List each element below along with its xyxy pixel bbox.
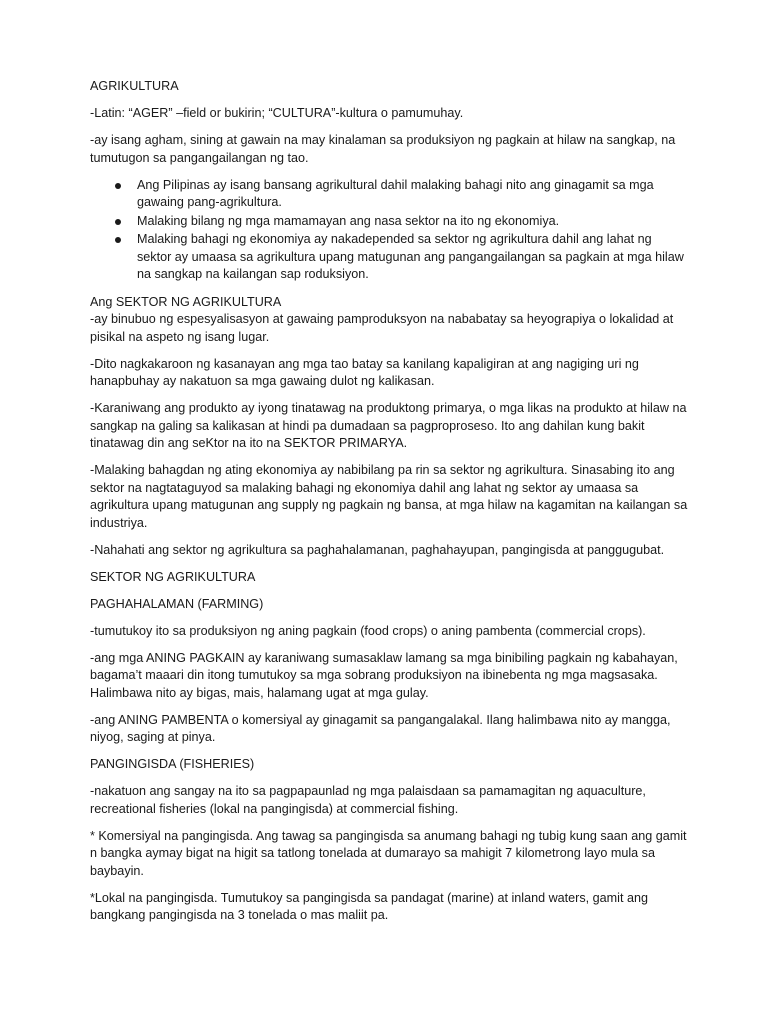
- definition-paragraph: -ay isang agham, sining at gawain na may kinalaman sa produksiyon ng pagkain at hilaw na sangkap, na tumutugon sa pangangailangan ng tao.: [90, 133, 676, 165]
- body-paragraph: -Malaking bahagdan ng ating ekonomiya ay nabibilang pa rin sa sektor ng agrikultura. Sinasabing ito ang sektor na nagtataguyod sa malaking bahagi ng ekonomiya dahil ang lahat ng sektor ay umaasa sa agrikultura upang matugunan ang supply ng pagkain ng bansa, at mga hilaw na kagamitan na kailangan sa industriya.: [90, 463, 688, 530]
- farming-paragraph: -ang ANING PAMBENTA o komersiyal ay ginagamit sa pangangalakal. Ilang halimbawa nito ay mangga, niyog, saging at pinya.: [90, 712, 671, 744]
- farming-paragraph: -ang mga ANING PAGKAIN ay karaniwang sumasaklaw lamang sa mga binibiling pagkain ng kabahayan, bagama’t maaari din itong tumutukoy sa mga sobrang produksiyon na ibinebenta ng mga magsasaka. Halimbawa nito ay bigas, mais, halamang ugat at mga gulay.: [90, 650, 678, 700]
- fisheries-paragraph: * Komersiyal na pangingisda. Ang tawag sa pangingisda sa anumang bahagi ng tubig kung saan ang gamit n bangka aymay bigat na higit sa tatlong tonelada at dumarayo sa mahigit 7 kilometrong layo mula sa baybayin.: [90, 828, 687, 878]
- body-paragraph: -Dito nagkakaroon ng kasanayan ang mga tao batay sa kanilang kapaligiran at ang nagiging uri ng hanapbuhay ay nakatuon sa mga gawaing dulot ng kalikasan.: [90, 356, 639, 388]
- farming-paragraph: -tumutukoy ito sa produksiyon ng aning pagkain (food crops) o aning pambenta (commercial crops).: [90, 623, 646, 638]
- sektor-block: [90, 294, 688, 347]
- bullet-dot-icon: [115, 237, 121, 243]
- bullet-text: Malaking bahagi ng ekonomiya ay nakadepended sa sektor ng agrikultura dahil ang lahat ng sektor ay umaasa sa agrikultura upang matugunan ang pangangailangan sa pagkain at mga hilaw na sangkap na kailangan sap roduksiyon.: [137, 232, 684, 281]
- bullet-text: Malaking bilang ng mga mamamayan ang nasa sektor na ito ng ekonomiya.: [137, 213, 560, 228]
- farming-heading: PAGHAHALAMAN (FARMING): [90, 596, 264, 611]
- bullet-item: [137, 213, 688, 231]
- bullet-list: [90, 177, 688, 284]
- bullet-text: Ang Pilipinas ay isang bansang agrikultural dahil malaking bahagi nito ang ginagamit sa mga gawaing pang-agrikultura.: [137, 177, 654, 209]
- sektor-heading: Ang SEKTOR NG AGRIKULTURA: [90, 294, 282, 309]
- bullet-item: [137, 231, 688, 284]
- fisheries-paragraph: -nakatuon ang sangay na ito sa pagpapaunlad ng mga palaisdaan sa pamamagitan ng aquaculture, recreational fisheries (lokal na pangingisda) at commercial fishing.: [90, 784, 646, 816]
- bullet-dot-icon: [115, 219, 121, 225]
- section-heading: SEKTOR NG AGRIKULTURA: [90, 569, 256, 584]
- fisheries-paragraph: *Lokal na pangingisda. Tumutukoy sa pangingisda sa pandagat (marine) at inland waters, gamit ang bangkang pangingisda na 3 tonelada o mas maliit pa.: [90, 890, 648, 922]
- document-title: AGRIKULTURA: [90, 79, 179, 93]
- body-paragraph: -Nahahati ang sektor ng agrikultura sa paghahalamanan, paghahayupan, pangingisda at panggugubat.: [90, 542, 665, 557]
- fisheries-heading: PANGINGISDA (FISHERIES): [90, 757, 255, 771]
- bullet-dot-icon: [115, 183, 121, 189]
- sektor-definition: -ay binubuo ng espesyalisasyon at gawaing pamproduksyon na nababatay sa heyograpiya o lokalidad at pisikal na aspeto ng isang lugar.: [90, 312, 674, 344]
- body-paragraph: -Karaniwang ang produkto ay iyong tinatawag na produktong primarya, o mga likas na produkto at hilaw na sangkap na galing sa kalikasan at hindi pa dumadaan sa pagproproseso. Ito ang dahilan kung bakit tinatawag din ang seKtor na ito na SEKTOR PRIMARYA.: [90, 401, 687, 450]
- bullet-item: [137, 177, 688, 212]
- etymology-line: -Latin: “AGER” –field or bukirin; “CULTURA”-kultura o pamumuhay.: [90, 106, 464, 120]
